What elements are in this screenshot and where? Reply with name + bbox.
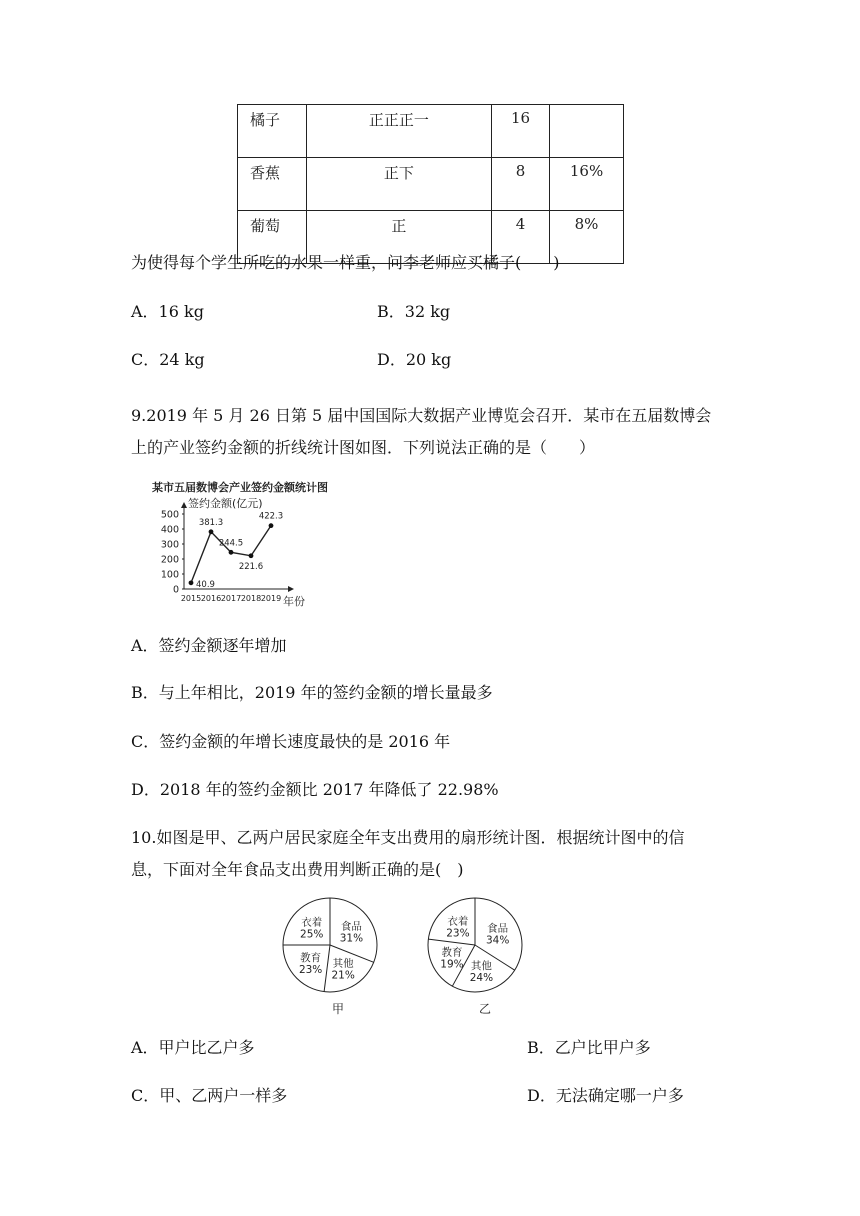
- pie-jia-slice-divider: [324, 945, 330, 992]
- pie-chart-yi: [425, 895, 545, 1020]
- chart-plot-area: [161, 502, 294, 603]
- chart-data-label: 40.9: [196, 579, 215, 590]
- pie-jia-slice-label: 其他: [332, 957, 354, 970]
- table-cell-percent: 16%: [550, 158, 624, 211]
- q8-option-b: B．32 kg: [377, 302, 451, 321]
- chart-x-arrow: [288, 586, 294, 592]
- pie-yi-slice-label: 食品: [487, 922, 509, 935]
- chart-y-arrow: [181, 502, 187, 508]
- q9-option-d: D．2018 年的签约金额比 2017 年降低了 22.98%: [131, 780, 499, 799]
- q8-option-a: A．16 kg: [131, 302, 204, 321]
- chart-title: 某市五届数博会产业签约金额统计图: [152, 481, 328, 494]
- pie-yi-slice-label: 教育: [441, 946, 463, 959]
- pie-jia-slice-percent: 25%: [300, 928, 324, 941]
- chart-x-tick-label: 2018: [240, 594, 262, 603]
- line-chart: [140, 474, 340, 614]
- pie-jia-slice-label: 食品: [340, 920, 362, 933]
- pie-jia-slice-label: 教育: [300, 952, 322, 965]
- pie-jia-slice-label: 衣着: [301, 916, 323, 929]
- chart-x-tick-label: 2017: [220, 594, 242, 603]
- q8-option-c: C．24 kg: [131, 350, 205, 369]
- q10-stem-line2: 息，下面对全年食品支出费用判断正确的是( ): [131, 860, 464, 879]
- table-row: [238, 105, 624, 158]
- pie-jia-slice-percent: 21%: [331, 969, 355, 982]
- chart-y-tick-label: 300: [160, 539, 179, 551]
- q9-option-a: A．签约金额逐年增加: [131, 636, 287, 655]
- q8-option-d: D．20 kg: [377, 350, 452, 369]
- pie-yi-slice-percent: 24%: [469, 972, 494, 985]
- q9-stem-line1: 9.2019 年 5 月 26 日第 5 届中国国际大数据产业博览会召开．某市在五届数博会: [131, 406, 712, 425]
- chart-x-tick-label: 2015: [180, 594, 202, 603]
- chart-xlabel: 年份: [283, 595, 305, 608]
- q10-option-a: A．甲户比乙户多: [131, 1038, 255, 1057]
- chart-data-point: [249, 553, 254, 558]
- chart-data-point: [269, 523, 274, 528]
- table-cell-percent: 8%: [550, 211, 624, 264]
- chart-y-tick-label: 500: [160, 509, 179, 521]
- q9-option-c: C．签约金额的年增长速度最快的是 2016 年: [131, 732, 451, 751]
- chart-y-tick-label: 0: [172, 584, 179, 596]
- chart-y-tick-label: 200: [160, 554, 179, 566]
- chart-y-tick-label: 100: [160, 569, 179, 581]
- q8-stem: 为使得每个学生所吃的水果一样重，问李老师应买橘子( ): [131, 253, 560, 272]
- chart-data-label: 381.3: [198, 517, 224, 528]
- chart-ylabel: 签约金额(亿元): [188, 497, 263, 510]
- chart-data-point: [229, 550, 234, 555]
- q10-stem-line1: 10.如图是甲、乙两户居民家庭全年支出费用的扇形统计图．根据统计图中的信: [131, 828, 685, 847]
- pie-chart-jia: [280, 895, 400, 1020]
- table-row: [238, 158, 624, 211]
- table-cell-count: 4: [492, 211, 550, 264]
- table-cell-count: 16: [492, 105, 550, 158]
- chart-data-point: [189, 580, 194, 585]
- chart-x-tick-label: 2016: [200, 594, 222, 603]
- chart-data-label: 244.5: [218, 538, 244, 549]
- table-cell-percent: [550, 105, 624, 158]
- pie-jia-slice-percent: 31%: [339, 932, 364, 945]
- table-cell-fruit: 橘子: [238, 105, 307, 158]
- pie-yi-caption: 乙: [479, 1002, 492, 1016]
- pie-yi-slice-divider: [428, 939, 475, 945]
- table-cell-tally: 正正正一: [306, 105, 491, 158]
- pie-yi-slice-percent: 19%: [440, 958, 464, 971]
- table-cell-fruit: 葡萄: [238, 211, 307, 264]
- q9-option-b: B．与上年相比，2019 年的签约金额的增长量最多: [131, 683, 493, 702]
- chart-x-tick-label: 2019: [260, 594, 282, 603]
- chart-data-label: 221.6: [238, 561, 264, 572]
- q9-stem-line2: 上的产业签约金额的折线统计图如图．下列说法正确的是（ ）: [131, 438, 596, 457]
- tally-table: [237, 104, 624, 264]
- pie-yi-slices: [428, 898, 522, 992]
- table-cell-count: 8: [492, 158, 550, 211]
- pie-jia-slice-percent: 23%: [298, 964, 323, 977]
- q10-option-c: C．甲、乙两户一样多: [131, 1086, 288, 1105]
- chart-data-point: [209, 529, 214, 534]
- chart-y-tick-label: 400: [160, 524, 179, 536]
- chart-data-label: 422.3: [258, 511, 284, 522]
- pie-yi-slice-label: 其他: [470, 960, 492, 973]
- table-cell-fruit: 香蕉: [238, 158, 307, 211]
- table-cell-tally: 正下: [306, 158, 491, 211]
- pie-yi-slice-percent: 23%: [446, 927, 470, 940]
- pie-yi-slice-label: 衣着: [447, 915, 469, 928]
- pie-jia-slices: [283, 898, 377, 992]
- pie-yi-slice-percent: 34%: [485, 934, 510, 947]
- q10-option-d: D．无法确定哪一户多: [527, 1086, 684, 1105]
- pie-jia-caption: 甲: [332, 1002, 345, 1016]
- q10-option-b: B．乙户比甲户多: [527, 1038, 651, 1057]
- table-cell-tally: 正: [306, 211, 491, 264]
